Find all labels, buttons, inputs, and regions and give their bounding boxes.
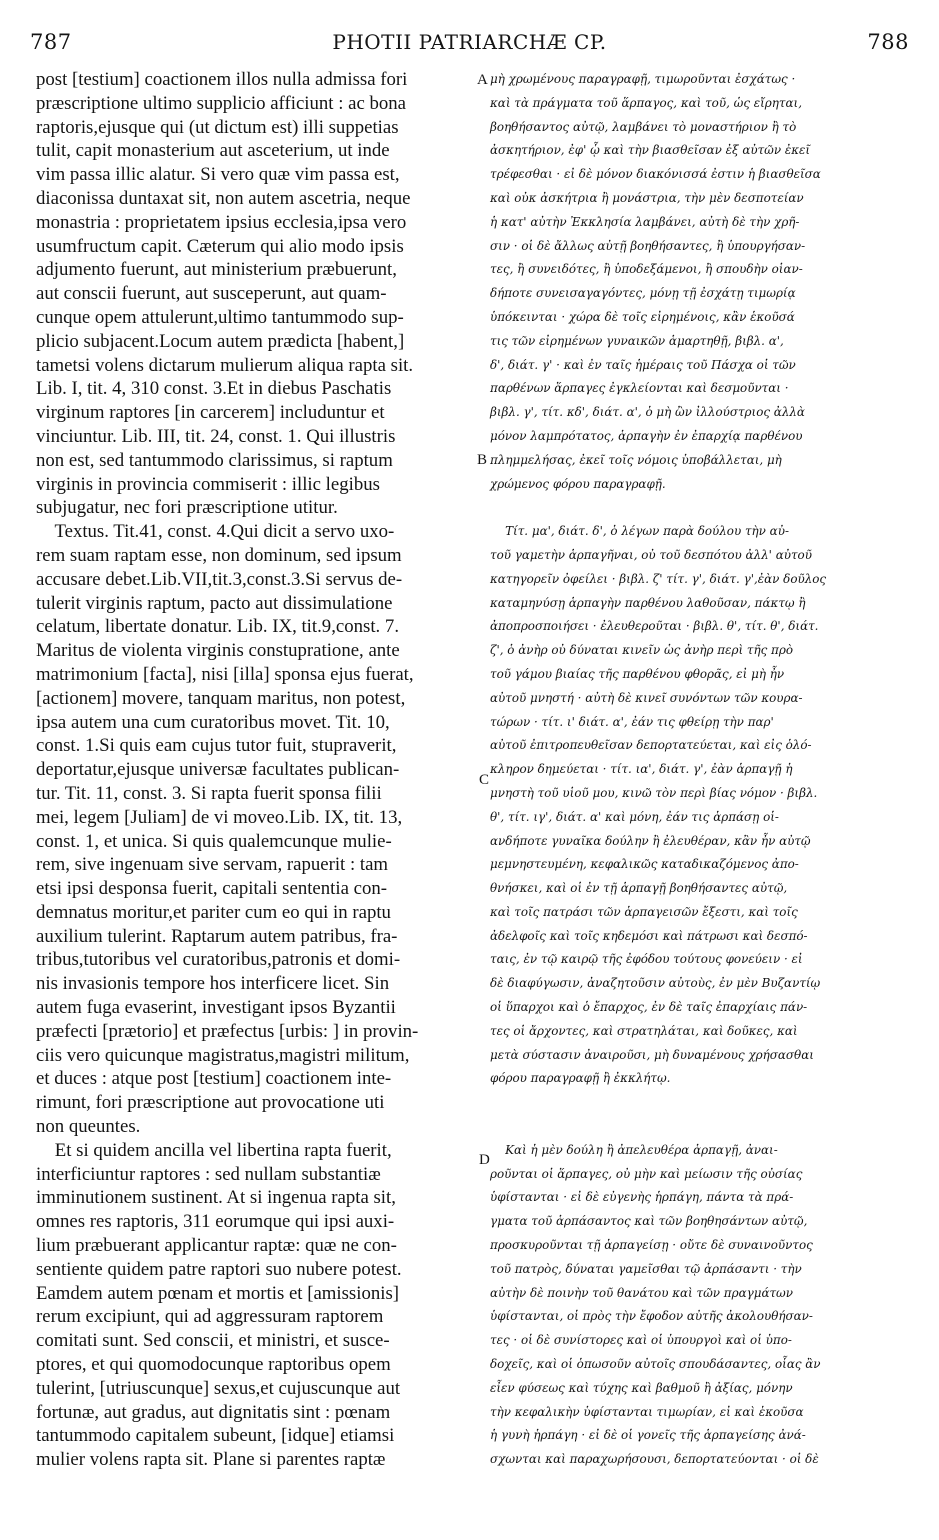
section-marker-d: D — [479, 1152, 490, 1168]
section-marker-b: B — [477, 452, 488, 468]
greek-text-column: μὴ χρωμένους παραγραφῇ, τιμωροῦνται ἐσχάτως · καὶ τὰ πράγματα τοῦ ἅρπαγος, καὶ τοῦ, ὡς εἴρηται, βοηθήσαντος αὐτῷ, λαμβάνει τὸ μοναστήριον ἢ τὸ ἀσκητήριον, ἐφ' ᾧ καὶ τὴν βιασθεῖσαν ἐξ αὐτῶν ἐκεῖ τρέφεσθαι · εἰ δὲ μόνον διακόνισσά ἐστιν ἡ βιασθεῖσα καὶ οὐκ ἀσκήτρια ἢ μονάστρια, τὴν μὲν δεσποτείαν ἡ κατ' αὐτὴν Ἐκκλησία λαμβάνει, αὐτὴ δὲ τὴν χρῆ- σιν · οἱ δὲ ἄλλως αὐτῇ βοηθήσαντες, ἢ ὑπουργήσαν- τες, ἢ συνειδότες, ἢ ὑποδεξάμενοι, ἢ σπουδὴν οἱαν- δήποτε συνεισαγαγόντες, μόνῃ τῇ ἐσχάτῃ τιμωρίᾳ ὑπόκεινται · χώρα δὲ τοῖς εἰρημένοις, κἂν ἑκοῦσά τις τῶν εἰρημένων γυναικῶν ἁμαρτηθῇ, βιβλ. α', δ', διάτ. γ' · καὶ ἐν ταῖς ἡμέραις τοῦ Πάσχα οἱ τῶν παρθένων ἅρπαγες ἐγκλείονται καὶ δεσμοῦνται · βιβλ. γ', τίτ. κδ', διάτ. α', ὁ μὴ ὢν ἰλλούστριος ἀλλὰ μόνον λαμπρότατος, ἁρπαγὴν ἐν ἐπαρχίᾳ παρθένου πλημμελήσας, ἐκεῖ τοῖς νόμοις ὑποβάλλεται, μὴ χρώμενος φόρου παραγραφῇ. Τίτ. μα', διάτ. δ', ὁ λέγων παρὰ δούλου τὴν αὐ- τοῦ γαμετὴν ἁρπαγῆναι, οὐ τοῦ δεσπότου ἀλλ' αὐτοῦ κατηγορεῖν ὀφείλει · βιβλ. ζ' τίτ. γ', διάτ. γ',ἐὰν δοῦλος καταμηνύσῃ ἁρπαγὴν παρθένου λαθοῦσαν, πάκτῳ ἢ ἀποπροσποιήσει · ἐλευθεροῦται · βιβλ. θ', τίτ. θ', διάτ. ζ', ὁ ἀνὴρ οὐ δύναται κινεῖν ὡς ἀνὴρ περὶ τῆς πρὸ τοῦ γάμου βιαίας τῆς παρθένου φθορᾶς, εἰ μὴ ἦν αὐτοῦ μνηστή · αὐτὴ δὲ κινεῖ συνόντων τῶν κουρα- τώρων · τίτ. ι' διάτ. α', ἐάν τις φθείρῃ τὴν παρ' αὐτοῦ ἐπιτροπευθεῖσαν δεπορτατεύεται, καὶ εἰς ὁλό- κληρον δημεύεται · τίτ. ια', διάτ. γ', ἐὰν ἁρπαγῇ ἡ μνηστὴ τοῦ υἱοῦ μου, κινῶ τὸν περὶ βίας νόμον · βιβλ. θ', τίτ. ιγ', διάτ. α' καὶ μόνη, ἐάν τις ἁρπάσῃ οἱ- ανδήποτε γυναῖκα δούλην ἢ ἐλευθέραν, κἂν ἦν αὐτῷ μεμνηστευμένη, κεφαλικῶς καταδικαζόμενος ἀπο- θνήσκει, καὶ οἱ ἐν τῇ ἁρπαγῇ βοηθήσαντες αὐτῷ, καὶ τοῖς πατράσι τῶν ἁρπαγεισῶν ἔξεστι, καὶ τοῖς ἀδελφοῖς καὶ τοῖς κηδεμόσι καὶ πάτρωσι καὶ δεσπό- ταις, ἐν τῷ καιρῷ τῆς ἐφόδου τούτους φονεύειν · εἰ δὲ διαφύγωσιν, ἀναζητοῦσιν αὐτοὺς, ἐν μὲν Βυζαντίῳ οἱ ὕπαρχοι καὶ ὁ ἔπαρχος, ἐν δὲ ταῖς ἐπαρχίαις πάν- τες οἱ ἄρχοντες, καὶ στρατηλάται, καὶ δοῦκες, καὶ μετὰ σύστασιν ἀναιροῦσι, μὴ δυναμένους χρήσασθαι φόρου παραγραφῇ ἢ ἐκκλήτῳ. Καὶ ἡ μὲν δούλη ἢ ἀπελευθέρα ἁρπαγῇ, ἀναι- ροῦνται οἱ ἅρπαγες, οὐ μὴν καὶ μείωσιν τῆς οὐσίας ὑφίστανται · εἰ δὲ εὐγενὴς ἡρπάγη, πάντα τὰ πρά- γματα τοῦ ἁρπάσαντος καὶ τῶν βοηθησάντων αὐτῷ, προσκυροῦνται τῇ ἁρπαγείσῃ · οὔτε δὲ συναινοῦντος τοῦ πατρὸς, δύναται γαμεῖσθαι τῷ ἁρπάσαντι · τὴν αὐτὴν δὲ ποινὴν τοῦ θανάτου καὶ τῶν πραγμάτων ὑφίστανται, οἱ πρὸς τὴν ἔφοδον αὐτῆς ἀκολουθήσαν- τες · οἱ δὲ συνίστορες καὶ οἱ ὑπουργοὶ καὶ οἱ ὑπο- δοχεῖς, καὶ οἱ ὁπωσοῦν αὐτοῖς σπουδάσαντες, οἷας ἂν εἶεν φύσεως καὶ τύχης καὶ βαθμοῦ ἢ ἀξίας, μόνην τὴν κεφαλικὴν ὑφίστανται τιμωρίαν, εἰ καὶ ἑκοῦσα ἡ γυνὴ ἡρπάγη · εἰ δὲ οἱ γονεῖς τῆς ἁρπαγείσης ἀνά- σχωνται καὶ παραχωρήσουσι, δεπορτατεύονται · οἱ δὲ — [490, 72, 827, 1467]
latin-text-column: post [testium] coactionem illos nulla admissa fori præscriptione ultimo supplicio afficiunt : ac bona raptoris,ejusque qui (ut dictum est) illi suppetias tulit, capit monasterium aut asceterium, ut inde vim passa illic alatur. Si vero quæ vim passa est, diaconissa duntaxat sit, non autem ascetria, neque monastria : proprietatem ipsius ecclesia,ipsa vero usumfructum capit. Cæterum qui alio modo ipsis adjumento fuerunt, aut ministerium præbuerunt, aut conscii fuerunt, aut susceperunt, aut quam- cunque opem attulerunt,ultimo tantummodo sup- plicio subjacent.Locum autem prædicta [habent,] tametsi volens dictarum mulierum aliqua rapta sit. Lib. I, tit. 4, 310 const. 3.Et in diebus Paschatis virginum raptores [in carcerem] includuntur et vinciuntur. Lib. III, tit. 24, const. 1. Qui illustris non est, sed tantummodo clarissimus, si raptum virginis in provincia commiserit : illic legibus subjugatur, nec fori præscriptione utitur. Textus. Tit.41, const. 4.Qui dicit a servo uxo- rem suam raptam esse, non dominum, sed ipsum accusare debet.Lib.VII,tit.3,const.3.Si servus de- tulerit virginis raptum, pacto aut dissimulatione celatum, libertate donatur. Lib. IX, tit.9,const. 7. Maritus de violenta virginis constupratione, ante matrimonium [facta], nisi [illa] sponsa ejus fuerat, [actionem] movere, tanquam maritus, non potest, ipsa autem una cum curatoribus movet. Tit. 10, const. 1.Si quis eam cujus tutor fuit, stupraverit, deportatur,ejusque universæ facultates publican- tur. Tit. 11, const. 3. Si rapta fuerit sponsa filii mei, legem [Juliam] de vi moveo.Lib. IX, tit. 13, const. 1, et unica. Si quis qualemcunque mulie- rem, sive ingenuam sive servam, rapuerit : tam etsi ipsi desponsa fuerit, capitali sententia con- demnatus moritur,et pariter cum eo qui in raptu auxilium tulerint. Raptarum autem patribus, fra- tribus,tutoribus vel curatoribus,patronis et domi- nis invasionis tempore hos interficere licet. Sin autem fuga evaserint, investigant ipsos Byzantii præfecti [prætorio] et præfectus [urbis: ] in provin- ciis vero quicunque magistratus,magistri militum, et duces : atque post [testium] coactionem inte- rimunt, fori præscriptione aut provocatione uti non queuntes. Et si quidem ancilla vel libertina rapta fuerit, interficiuntur raptores : sed nullam substantiæ imminutionem sustinent. At si ingenua rapta sit, omnes res raptoris, 311 eorumque qui ipsi auxi- lium præbuerant applicantur raptæ: quæ ne con- sentiente quidem patre raptori suo nubere potest. Eamdem autem pœnam et mortis et [amissionis] rerum excipiunt, qui ad aggressuram raptorem comitati sunt. Sed conscii, et ministri, et susce- ptores, et qui quomodocunque raptoribus opem tulerint, [utriuscunque] sexus,et cujuscunque aut fortunæ, aut gradus, aut dignitatis sint : pœnam tantummodo capitalem subeunt, [idque] etiamsi mulier volens rapta sit. Plane si parentes raptæ — [36, 69, 419, 1471]
right-page-number: 788 — [867, 30, 909, 54]
running-title: PHOTII PATRIARCHÆ CP. — [332, 30, 607, 54]
page-header — [30, 30, 909, 64]
left-page-number: 787 — [30, 30, 72, 54]
section-marker-c: C — [479, 772, 490, 788]
section-marker-a: A — [477, 72, 488, 88]
